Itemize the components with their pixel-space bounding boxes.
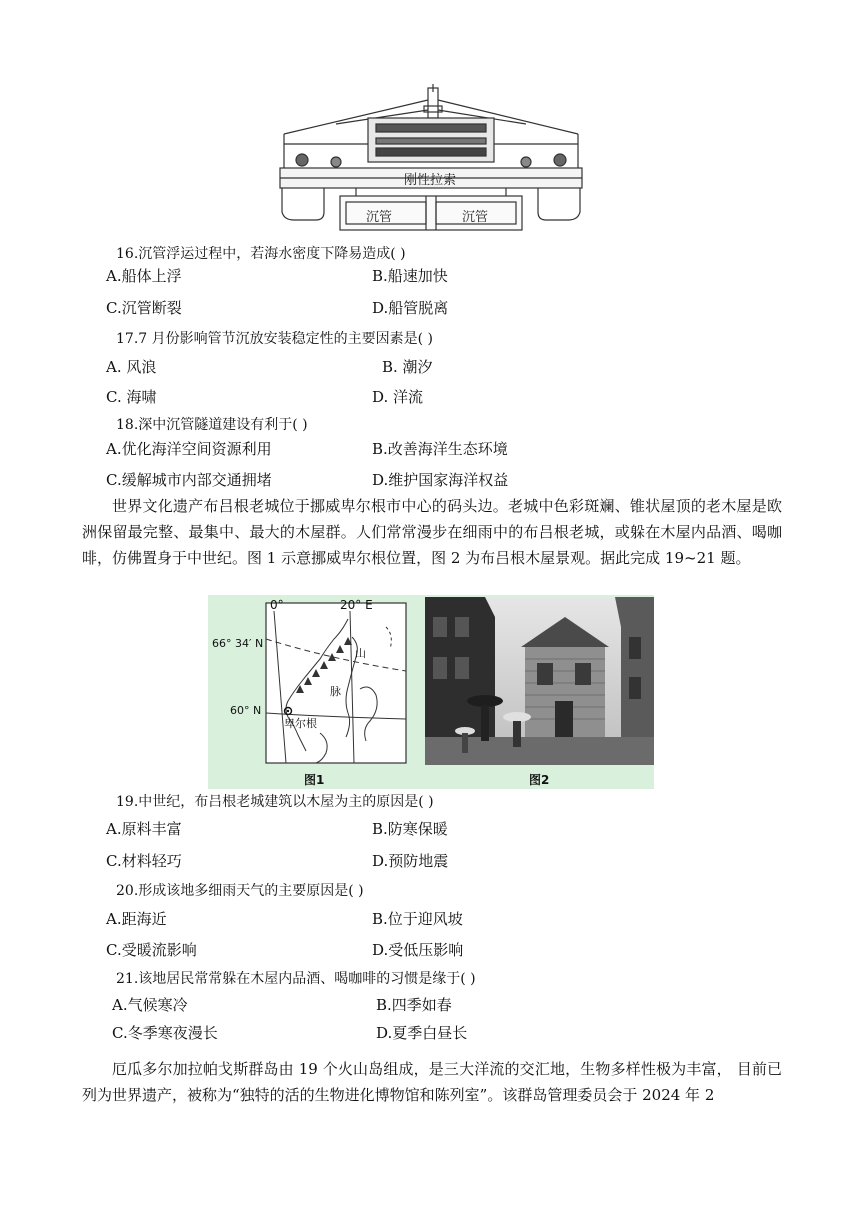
- question-stem: 21.该地居民常常躲在木屋内品酒、喝咖啡的习惯是缘于( ): [116, 971, 476, 987]
- question-stem: 16.沉管浮运过程中，若海水密度下降易造成( ): [116, 246, 406, 262]
- option: A.原料丰富: [106, 820, 182, 838]
- norway-map: [210, 597, 422, 765]
- option: A.气候寒冷: [112, 996, 188, 1014]
- option: C.缓解城市内部交通拥堵: [106, 471, 272, 489]
- question-stem: 18.深中沉管隧道建设有利于( ): [116, 417, 308, 433]
- passage-galapagos: 厄瓜多尔加拉帕戈斯群岛由 19 个火山岛组成，是三大洋流的交汇地，生物多样性极为丰富， 目前已列为世界遗产，被称为“独特的活的生物进化博物馆和陈列室”。该群岛管理委员会于 2024 年 2: [82, 1060, 782, 1104]
- option: C.受暖流影响: [106, 941, 197, 959]
- option: D.预防地震: [372, 852, 449, 870]
- city-label-bergen: 卑尔根: [284, 717, 317, 730]
- question-stem: 20.形成该地多细雨天气的主要原因是( ): [116, 883, 364, 899]
- option: B.防寒保暖: [372, 820, 448, 838]
- longitude-0-label: 0°: [270, 598, 284, 612]
- option: D. 洋流: [372, 388, 424, 406]
- option: A. 风浪: [106, 358, 157, 376]
- longitude-20e-label: 20° E: [340, 598, 373, 612]
- option: C. 海啸: [106, 388, 157, 406]
- question-stem: 19.中世纪，布吕根老城建筑以木屋为主的原因是( ): [116, 794, 434, 810]
- tube-label-left: 沉管: [366, 210, 393, 225]
- latitude-66-label: 66° 34′ N: [212, 637, 264, 650]
- option: D.维护国家海洋权益: [372, 471, 509, 489]
- cable-label: 刚性拉索: [404, 173, 457, 188]
- question-stem: 17.7 月份影响管节沉放安装稳定性的主要因素是( ): [116, 331, 433, 347]
- option: D.夏季白昼长: [376, 1024, 468, 1042]
- option: C.材料轻巧: [106, 852, 182, 870]
- option: A.船体上浮: [106, 267, 182, 285]
- bryggen-photo: [425, 597, 654, 765]
- figure-1-caption: 图1: [304, 773, 325, 787]
- figure-2-caption: 图2: [529, 773, 550, 787]
- option: B.四季如春: [376, 996, 452, 1014]
- option: B.改善海洋生态环境: [372, 440, 508, 458]
- option: A.距海近: [106, 910, 167, 928]
- passage-bergen: 世界文化遗产布吕根老城位于挪威卑尔根市中心的码头边。老城中色彩斑斓、锥状屋顶的老木屋是欧洲保留最完整、最集中、最大的木屋群。人们常常漫步在细雨中的布吕根老城，或躲在木屋内品酒、喝咖啡，仿佛置身于中世纪。图 1 示意挪威卑尔根位置，图 2 为布吕根木屋景观。据此完成 19~21 题。: [82, 497, 782, 567]
- option: B.位于迎风坡: [372, 910, 463, 928]
- option: A.优化海洋空间资源利用: [106, 440, 272, 458]
- latitude-60-label: 60° N: [230, 704, 262, 717]
- option: C.沉管断裂: [106, 299, 182, 317]
- mountain-label-1: 山: [355, 647, 366, 660]
- option: C.冬季寒夜漫长: [112, 1024, 218, 1042]
- option: B.船速加快: [372, 267, 448, 285]
- mountain-label-2: 脉: [330, 685, 341, 698]
- option: B. 潮汐: [382, 358, 433, 376]
- option: D.受低压影响: [372, 941, 464, 959]
- option: D.船管脱离: [372, 299, 449, 317]
- ship-tube-figure: [276, 84, 586, 234]
- tube-label-right: 沉管: [462, 210, 489, 225]
